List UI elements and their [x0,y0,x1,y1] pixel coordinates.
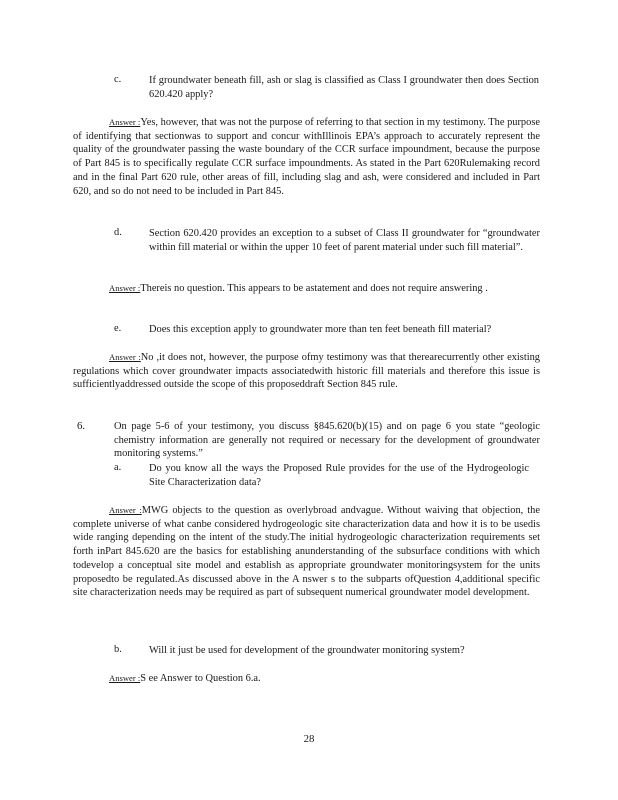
question-d-text: Section 620.420 provides an exception to a subset of Class II groundwater for “groundwater within fill material or within the upper 10 feet of parent material under such fill material”. [149,228,540,253]
answer-6a-label: Answer : [109,505,142,515]
answer-6b-text: S ee Answer to Question 6.a. [140,673,261,684]
question-d-label: d. [114,227,122,238]
answer-e-text: No ,it does not, however, the purpose ofmy testimony was that therearecurrently other existing regulations which cover groundwater impacts associatedwith historic fill materials and therefore this issue is sufficientlyaddressed outside the scope of this proposeddraft Section 845 rule. [73,352,540,391]
question-6-text: On page 5-6 of your testimony, you discuss §845.620(b)(15) and on page 6 you state “geologic chemistry information are generally not required or necessary for the development of groundwater monitoring systems.” [114,421,540,460]
answer-e-label: Answer : [109,352,141,362]
answer-d-text: Thereis no question. This appears to be astatement and does not require answering . [140,283,488,294]
question-6a-label: a. [114,462,122,473]
question-6-number: 6. [77,420,86,432]
answer-6a [73,504,540,600]
page-number: 28 [303,733,315,745]
answer-c-text: Yes, however, that was not the purpose of referring to that section in my testimony. The purpose of identifying that sectionwas to support and concur withIllinois EPA’s approach to accurately represent the quality of the groundwater passing the waste boundary of the CCR surface impoundment, because the purpose of Part 845 is to specifically regulate CCR surface impoundments. As stated in the Part 620Rulemaking record and in the final Part 620 rule, other areas of fill, including slag and ash, were considered and included in Part 620, and so do not need to be included in Part 845. [73,117,540,197]
question-e-label: e. [114,323,122,334]
answer-d-label: Answer : [109,283,141,293]
question-6b-text: Will it just be used for development of the groundwater monitoring system? [149,645,465,656]
question-6a-text: Do you know all the ways the Proposed Rule provides for the use of the Hydrogeologic Site Characterization data? [149,463,529,488]
answer-e [73,351,540,392]
question-c-label: c. [114,74,122,85]
question-c-text: If groundwater beneath fill, ash or slag is classified as Class I groundwater then does Section 620.420 apply? [149,75,539,100]
answer-c [73,116,540,198]
answer-d [73,282,530,296]
answer-6a-text: MWG objects to the question as overlybroad andvague. Without waiving that objection, the complete universe of what canbe considered hydrogeologic site characterization data and how it is to be usedis wide ranging depending on the intent of the study.The initial hydrogeologic characterization requirements set forth inPart 845.620 are the basics for establishing anunderstanding of the subsurface conditions with which todevelop a conceptual site model and establish as appropriate groundwater monitoringsystem for the units proposedto be regulated.As discussed above in the A nswer s to the subparts ofQuestion 4,additional specific site characterization needs may be required as part of subsequent numerical groundwater model development. [73,505,540,599]
answer-6b [109,672,539,686]
answer-c-label: Answer : [109,117,141,127]
question-e-text: Does this exception apply to groundwater more than ten feet beneath fill material? [149,324,492,335]
question-6b-label: b. [114,644,122,655]
answer-6b-label: Answer : [109,673,141,683]
